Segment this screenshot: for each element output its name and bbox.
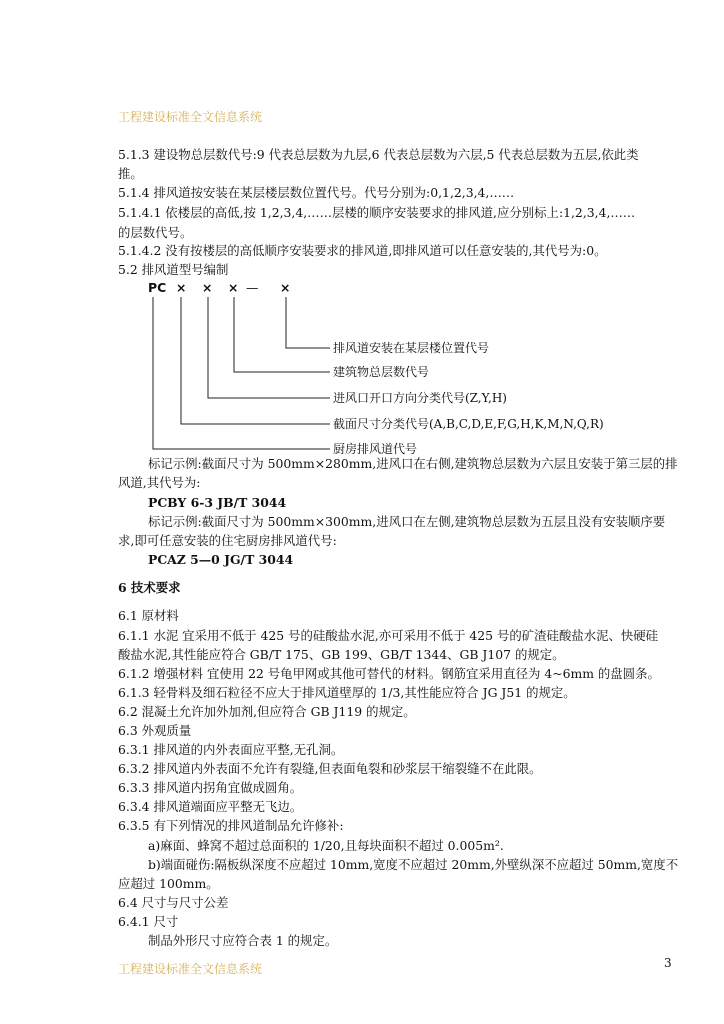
text-line: 标记示例:截面尺寸为 500mm×280mm,进风口在右侧,建筑物总层数为六层且安装于第三层的排	[148, 456, 678, 471]
code-x2: ×	[202, 280, 213, 295]
header-watermark: 工程建设标准全文信息系统	[118, 110, 263, 124]
text-line: 酸盐水泥,其性能应符合 GB/T 175、GB 199、GB/T 1344、GB J107 的规定。	[118, 647, 565, 662]
text-line: 5.1.4.2 没有按楼层的高低顺序安装要求的排风道,即排风道可以任意安装的,其代号为:0。	[118, 243, 607, 258]
text-line: 6.4 尺寸与尺寸公差	[118, 895, 229, 910]
code-x4: ×	[280, 280, 291, 295]
text-line: 6.3.4 排风道端面应平整无飞边。	[118, 799, 303, 814]
text-line: 6.3.2 排风道内外表面不允许有裂缝,但表面龟裂和砂浆层干缩裂缝不在此限。	[118, 761, 542, 776]
section-heading: 6 技术要求	[118, 580, 181, 595]
diagram-label: 排风道安装在某层楼位置代号	[333, 341, 490, 355]
diagram-label: 建筑物总层数代号	[333, 365, 430, 379]
page-number: 3	[664, 956, 672, 970]
bracket-line-4	[181, 297, 330, 424]
code-example: PCBY 6-3 JB/T 3044	[148, 495, 287, 510]
text-line: 6.3.5 有下列情况的排风道制品允许修补:	[118, 818, 344, 833]
bracket-line-1	[286, 297, 330, 348]
text-line: 6.4.1 尺寸	[118, 914, 179, 929]
code-example: PCAZ 5—0 JG/T 3044	[148, 552, 294, 567]
text-line: 6.3 外观质量	[118, 723, 192, 738]
text-line: 6.1.3 轻骨料及细石粒径不应大于排风道壁厚的 1/3,其性能应符合 JG J51 的规定。	[118, 685, 576, 700]
diagram-label: 截面尺寸分类代号(A,B,C,D,E,F,G,H,K,M,N,Q,R)	[333, 417, 604, 431]
text-line: 5.1.4.1 依楼层的高低,按 1,2,3,4,……层楼的顺序安装要求的排风道,应分别标上:1,2,3,4,……	[118, 205, 636, 220]
diagram-label: 厨房排风道代号	[333, 442, 418, 456]
text-line: 5.1.4 排风道按安装在某层楼层数位置代号。代号分别为:0,1,2,3,4,……	[118, 185, 515, 200]
code-prefix: PC	[148, 280, 167, 295]
text-line: 5.1.3 建设物总层数代号:9 代表总层数为九层,6 代表总层数为六层,5 代表总层数为五层,依此类	[118, 147, 639, 162]
bracket-line-2	[234, 297, 330, 372]
code-x1: ×	[176, 280, 187, 295]
text-line: 6.2 混凝土允许加外加剂,但应符合 GB J119 的规定。	[118, 704, 416, 719]
text-line: b)端面碰伤:隔板纵深度不应超过 10mm,宽度不应超过 20mm,外壁纵深不应超过 50mm,宽度不	[148, 857, 679, 872]
text-line: a)麻面、蜂窝不超过总面积的 1/20,且每块面积不超过 0.005m².	[148, 838, 504, 853]
bracket-line-5	[153, 297, 330, 449]
text-line: 制品外形尺寸应符合表 1 的规定。	[148, 933, 338, 948]
text-line: 推。	[118, 166, 143, 181]
text-line: 6.3.3 排风道内拐角宜做成圆角。	[118, 780, 303, 795]
code-x3: ×	[228, 280, 239, 295]
text-line: 6.1.2 增强材料 宜使用 22 号龟甲网或其他可替代的材料。钢筋宜采用直径为 4~6mm 的盘圆条。	[118, 666, 660, 681]
text-line: 6.3.1 排风道的内外表面应平整,无孔洞。	[118, 742, 344, 757]
diagram-label: 进风口开口方向分类代号(Z,Y,H)	[333, 391, 507, 405]
text-line: 6.1 原材料	[118, 608, 179, 623]
text-line: 风道,其代号为:	[118, 475, 201, 490]
text-line: 标记示例:截面尺寸为 500mm×300mm,进风口在左侧,建筑物总层数为五层且没有安装顺序要	[148, 514, 666, 529]
text-line: 的层数代号。	[118, 225, 193, 240]
section-heading: 5.2 排风道型号编制	[118, 262, 229, 277]
footer-watermark: 工程建设标准全文信息系统	[118, 962, 263, 976]
code-dash: —	[246, 280, 259, 295]
text-line: 应超过 100mm。	[118, 876, 219, 891]
text-line: 6.1.1 水泥 宜采用不低于 425 号的硅酸盐水泥,亦可采用不低于 425 号的矿渣硅酸盐水泥、快硬硅	[118, 628, 659, 643]
text-line: 求,即可任意安装的住宅厨房排风道代号:	[118, 533, 337, 548]
